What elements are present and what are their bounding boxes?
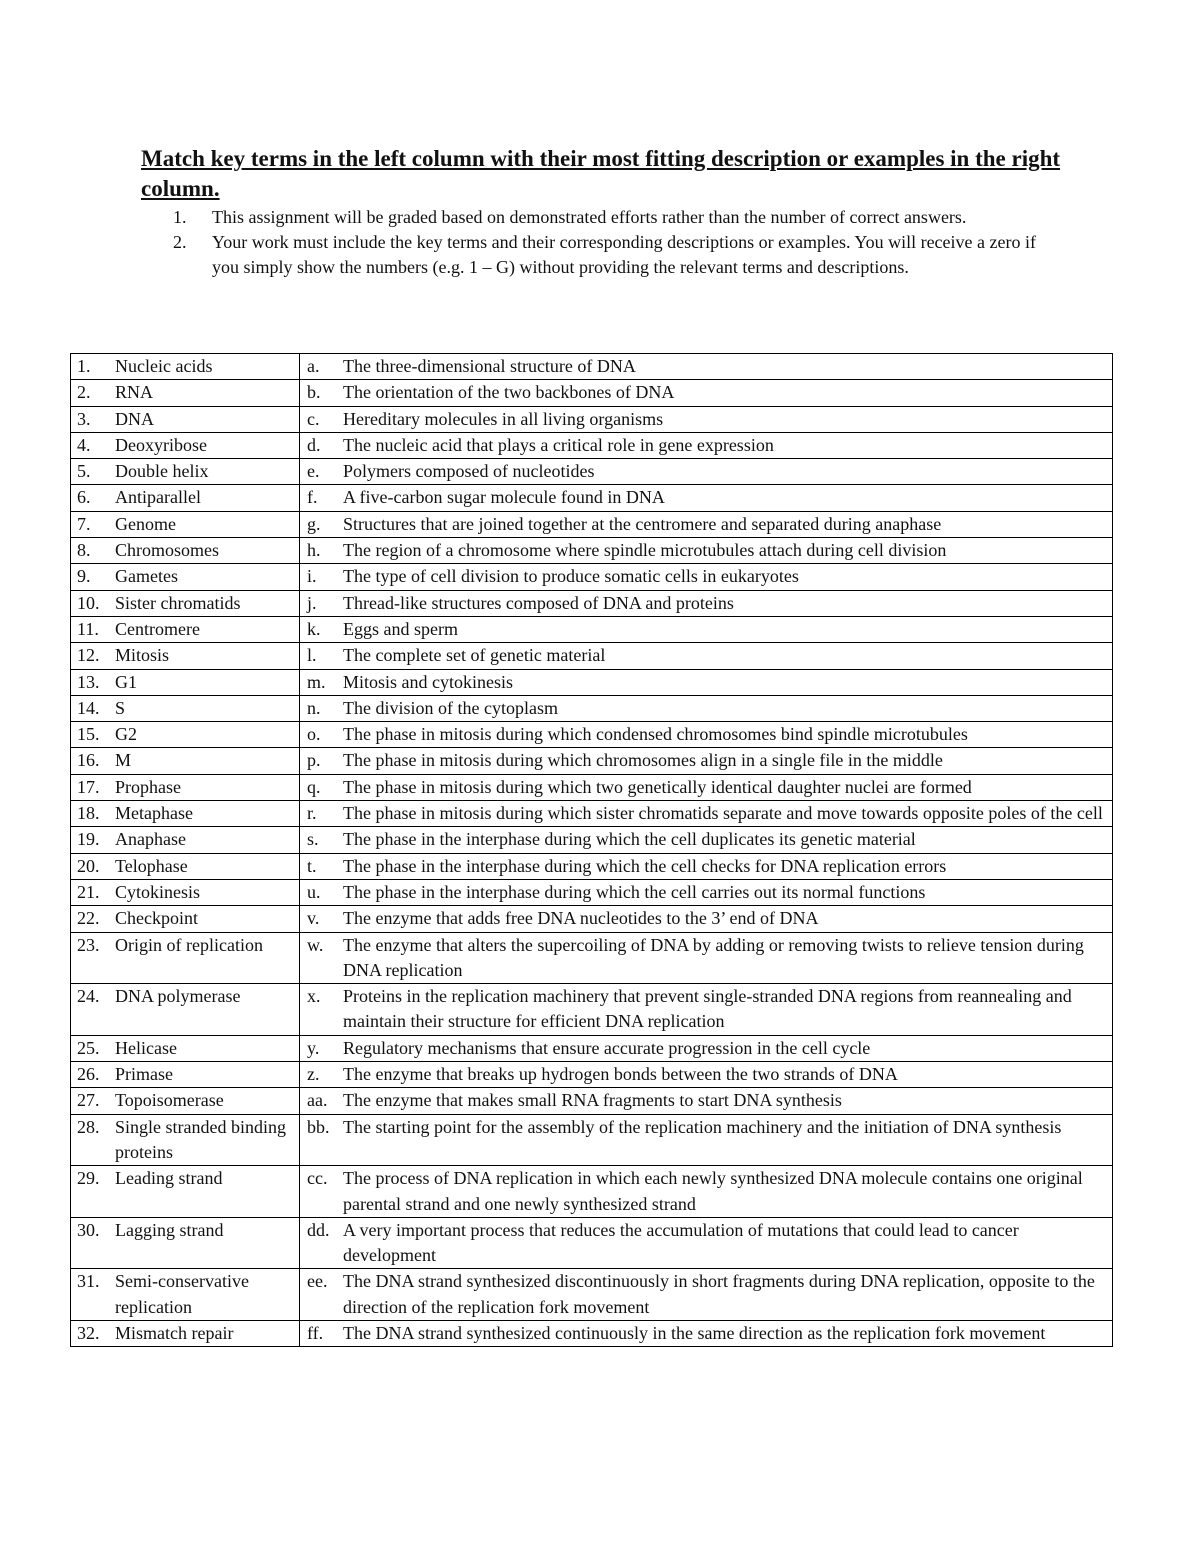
description-text: Mitosis and cytokinesis (343, 671, 513, 692)
term-text: RNA (115, 382, 154, 403)
table-row (71, 669, 1113, 695)
table-row (71, 1088, 1113, 1114)
table-row (71, 538, 1113, 564)
description-cell (300, 459, 1113, 485)
table-row (71, 906, 1113, 932)
description-letter: w. (307, 934, 324, 955)
table-row (71, 485, 1113, 511)
worksheet-heading: Match key terms in the left column with their most fitting description or examples in the right column. (141, 146, 1061, 201)
table-row (71, 879, 1113, 905)
description-text: The phase in the interphase during which the cell duplicates its genetic material (343, 829, 916, 850)
description-cell (300, 564, 1113, 590)
description-text: The process of DNA replication in which each newly synthesized DNA molecule contains one original parental strand and one newly synthesized strand (343, 1168, 1083, 1214)
description-text: A five-carbon sugar molecule found in DNA (343, 487, 665, 508)
description-cell (300, 1166, 1113, 1218)
term-cell (71, 722, 300, 748)
description-cell (300, 853, 1113, 879)
term-number: 12. (77, 645, 100, 666)
term-cell (71, 774, 300, 800)
description-text: The phase in mitosis during which condensed chromosomes bind spindle microtubules (343, 724, 968, 745)
description-text: The complete set of genetic material (343, 645, 606, 666)
description-cell (300, 748, 1113, 774)
term-number: 16. (77, 750, 100, 771)
instruction-text: This assignment will be graded based on demonstrated efforts rather than the number of correct answers. (212, 207, 967, 227)
term-text: Deoxyribose (115, 434, 207, 455)
term-cell (71, 1166, 300, 1218)
description-text: The type of cell division to produce somatic cells in eukaryotes (343, 566, 799, 587)
description-text: The enzyme that adds free DNA nucleotides to the 3’ end of DNA (343, 908, 819, 929)
description-cell (300, 669, 1113, 695)
table-row (71, 616, 1113, 642)
description-letter: bb. (307, 1116, 330, 1137)
term-number: 23. (77, 934, 100, 955)
description-text: The phase in mitosis during which chromosomes align in a single file in the middle (343, 750, 943, 771)
description-letter: l. (307, 645, 317, 666)
description-letter: c. (307, 408, 320, 429)
description-letter: v. (307, 908, 320, 929)
description-text: The enzyme that alters the supercoiling of DNA by adding or removing twists to relieve tension during DNA replication (343, 934, 1084, 980)
description-letter: dd. (307, 1219, 330, 1240)
term-text: Antiparallel (115, 487, 201, 508)
description-cell (300, 643, 1113, 669)
description-letter: k. (307, 618, 321, 639)
term-text: G2 (115, 724, 137, 745)
term-cell (71, 1114, 300, 1166)
description-letter: r. (307, 803, 317, 824)
description-text: The phase in mitosis during which sister chromatids separate and move towards opposite poles of the cell (343, 803, 1103, 824)
table-row (71, 511, 1113, 537)
term-text: Anaphase (115, 829, 186, 850)
term-cell (71, 354, 300, 380)
term-text: DNA (115, 408, 154, 429)
description-text: The nucleic acid that plays a critical role in gene expression (343, 434, 774, 455)
description-text: The three-dimensional structure of DNA (343, 356, 636, 376)
description-cell (300, 432, 1113, 458)
term-text: Single stranded binding proteins (115, 1116, 286, 1162)
term-text: Checkpoint (115, 908, 198, 929)
description-letter: t. (307, 855, 317, 876)
description-cell (300, 406, 1113, 432)
instruction-number: 2. (173, 232, 187, 252)
term-number: 10. (77, 592, 100, 613)
description-text: The phase in the interphase during which the cell checks for DNA replication errors (343, 855, 947, 876)
term-cell (71, 485, 300, 511)
term-text: Helicase (115, 1037, 177, 1058)
table-row (71, 564, 1113, 590)
description-cell (300, 354, 1113, 380)
term-number: 30. (77, 1219, 100, 1240)
table-row (71, 853, 1113, 879)
term-text: Prophase (115, 776, 181, 797)
instructions-list (173, 205, 1053, 280)
description-letter: h. (307, 540, 321, 561)
term-number: 28. (77, 1116, 100, 1137)
description-letter: s. (307, 829, 319, 850)
term-number: 25. (77, 1037, 100, 1058)
table-row (71, 1035, 1113, 1061)
term-text: Topoisomerase (115, 1090, 224, 1111)
term-text: Double helix (115, 461, 209, 482)
description-text: Polymers composed of nucleotides (343, 461, 595, 482)
description-cell (300, 801, 1113, 827)
term-cell (71, 432, 300, 458)
description-cell (300, 616, 1113, 642)
matching-table-body (71, 354, 1113, 1347)
description-cell (300, 932, 1113, 984)
term-number: 13. (77, 671, 100, 692)
term-number: 19. (77, 829, 100, 850)
description-letter: u. (307, 881, 321, 902)
table-row (71, 774, 1113, 800)
term-cell (71, 538, 300, 564)
term-text: Nucleic acids (115, 356, 213, 376)
term-cell (71, 406, 300, 432)
description-cell (300, 906, 1113, 932)
term-text: Origin of replication (115, 934, 263, 955)
description-cell (300, 1320, 1113, 1346)
term-number: 18. (77, 803, 100, 824)
term-number: 2. (77, 382, 91, 403)
table-row (71, 459, 1113, 485)
table-row (71, 590, 1113, 616)
term-text: Sister chromatids (115, 592, 241, 613)
term-text: Lagging strand (115, 1219, 224, 1240)
term-text: Genome (115, 513, 176, 534)
term-text: Metaphase (115, 803, 193, 824)
description-letter: g. (307, 513, 321, 534)
instruction-text: Your work must include the key terms and their corresponding descriptions or examples. You will receive a zero if you simply show the numbers (e.g. 1 – G) without providing the relevant terms and descriptions. (212, 232, 1036, 277)
term-cell (71, 853, 300, 879)
description-letter: z. (307, 1064, 320, 1085)
term-number: 9. (77, 566, 91, 587)
description-cell (300, 511, 1113, 537)
term-cell (71, 695, 300, 721)
description-text: A very important process that reduces the accumulation of mutations that could lead to cancer development (343, 1219, 1019, 1266)
instruction-item (173, 205, 1053, 230)
term-text: Chromosomes (115, 540, 220, 561)
term-cell (71, 1269, 300, 1321)
term-cell (71, 459, 300, 485)
table-row (71, 722, 1113, 748)
term-cell (71, 1035, 300, 1061)
description-cell (300, 1114, 1113, 1166)
term-number: 4. (77, 434, 91, 455)
description-letter: q. (307, 776, 321, 797)
description-letter: aa. (307, 1090, 328, 1111)
description-letter: y. (307, 1037, 320, 1058)
description-cell (300, 984, 1113, 1036)
term-number: 22. (77, 908, 100, 929)
term-cell (71, 669, 300, 695)
table-row (71, 748, 1113, 774)
description-cell (300, 1062, 1113, 1088)
description-letter: cc. (307, 1168, 328, 1189)
description-cell (300, 380, 1113, 406)
description-letter: x. (307, 986, 321, 1007)
description-text: The division of the cytoplasm (343, 697, 558, 718)
description-letter: i. (307, 566, 317, 587)
table-row (71, 1062, 1113, 1088)
description-text: Eggs and sperm (343, 618, 458, 639)
term-cell (71, 984, 300, 1036)
description-cell (300, 485, 1113, 511)
table-row (71, 1114, 1113, 1166)
description-text: Hereditary molecules in all living organisms (343, 408, 664, 429)
term-number: 7. (77, 513, 91, 534)
table-row (71, 1320, 1113, 1346)
description-text: Thread-like structures composed of DNA and proteins (343, 592, 734, 613)
description-letter: m. (307, 671, 326, 692)
term-text: Semi-conservative replication (115, 1271, 249, 1317)
description-cell (300, 827, 1113, 853)
term-number: 17. (77, 776, 100, 797)
matching-table (70, 353, 1113, 1347)
description-text: The enzyme that breaks up hydrogen bonds between the two strands of DNA (343, 1064, 898, 1085)
term-number: 14. (77, 697, 100, 718)
description-letter: d. (307, 434, 321, 455)
instruction-item (173, 230, 1053, 280)
description-cell (300, 1035, 1113, 1061)
term-number: 31. (77, 1271, 100, 1292)
instruction-number: 1. (173, 207, 187, 227)
term-number: 6. (77, 487, 91, 508)
table-row (71, 354, 1113, 380)
term-text: DNA polymerase (115, 986, 241, 1007)
table-row (71, 695, 1113, 721)
term-cell (71, 1062, 300, 1088)
term-cell (71, 564, 300, 590)
term-text: G1 (115, 671, 137, 692)
description-letter: n. (307, 697, 321, 718)
description-cell (300, 722, 1113, 748)
description-letter: ff. (307, 1322, 324, 1343)
term-cell (71, 906, 300, 932)
term-number: 21. (77, 881, 100, 902)
description-text: Regulatory mechanisms that ensure accurate progression in the cell cycle (343, 1037, 871, 1058)
description-text: Structures that are joined together at the centromere and separated during anaphase (343, 513, 942, 534)
term-number: 20. (77, 855, 100, 876)
term-cell (71, 590, 300, 616)
description-text: The phase in mitosis during which two genetically identical daughter nuclei are formed (343, 776, 972, 797)
description-letter: p. (307, 750, 321, 771)
term-text: Centromere (115, 618, 200, 639)
term-number: 29. (77, 1168, 100, 1189)
table-row (71, 643, 1113, 669)
description-letter: o. (307, 724, 321, 745)
term-text: Mitosis (115, 645, 170, 666)
term-cell (71, 511, 300, 537)
description-letter: a. (307, 356, 320, 376)
description-cell (300, 695, 1113, 721)
table-row (71, 1217, 1113, 1269)
description-text: The DNA strand synthesized discontinuously in short fragments during DNA replication, opposite to the direction of the replication fork movement (343, 1271, 1095, 1317)
term-cell (71, 879, 300, 905)
description-text: The DNA strand synthesized continuously in the same direction as the replication fork movement (343, 1322, 1046, 1343)
term-cell (71, 827, 300, 853)
term-cell (71, 1088, 300, 1114)
description-text: The starting point for the assembly of the replication machinery and the initiation of DNA synthesis (343, 1116, 1062, 1137)
term-number: 8. (77, 540, 91, 561)
description-cell (300, 879, 1113, 905)
description-text: The phase in the interphase during which the cell carries out its normal functions (343, 881, 926, 902)
table-row (71, 380, 1113, 406)
table-row (71, 932, 1113, 984)
term-number: 1. (77, 356, 91, 376)
term-text: Leading strand (115, 1168, 223, 1189)
term-cell (71, 1217, 300, 1269)
term-number: 3. (77, 408, 91, 429)
term-number: 11. (77, 618, 99, 639)
description-text: The enzyme that makes small RNA fragments to start DNA synthesis (343, 1090, 842, 1111)
table-row (71, 827, 1113, 853)
term-cell (71, 748, 300, 774)
description-cell (300, 590, 1113, 616)
description-letter: b. (307, 382, 321, 403)
term-number: 27. (77, 1090, 100, 1111)
description-letter: e. (307, 461, 320, 482)
term-cell (71, 801, 300, 827)
table-row (71, 1166, 1113, 1218)
description-cell (300, 1269, 1113, 1321)
description-letter: ee. (307, 1271, 328, 1292)
term-text: M (115, 750, 132, 771)
description-cell (300, 774, 1113, 800)
description-cell (300, 538, 1113, 564)
term-text: Primase (115, 1064, 173, 1085)
description-text: The orientation of the two backbones of DNA (343, 382, 675, 403)
term-cell (71, 616, 300, 642)
term-cell (71, 1320, 300, 1346)
term-text: Cytokinesis (115, 881, 201, 902)
description-cell (300, 1088, 1113, 1114)
table-row (71, 1269, 1113, 1321)
term-number: 5. (77, 461, 91, 482)
term-cell (71, 643, 300, 669)
term-text: Gametes (115, 566, 178, 587)
description-letter: j. (307, 592, 317, 613)
table-row (71, 984, 1113, 1036)
table-row (71, 406, 1113, 432)
term-cell (71, 932, 300, 984)
term-text: Mismatch repair (115, 1322, 234, 1343)
description-text: The region of a chromosome where spindle microtubules attach during cell division (343, 540, 947, 561)
term-number: 15. (77, 724, 100, 745)
description-cell (300, 1217, 1113, 1269)
table-row (71, 801, 1113, 827)
term-text: Telophase (115, 855, 188, 876)
description-text: Proteins in the replication machinery that prevent single-stranded DNA regions from reannealing and maintain their structure for efficient DNA replication (343, 986, 1072, 1032)
term-cell (71, 380, 300, 406)
term-number: 24. (77, 986, 100, 1007)
term-number: 26. (77, 1064, 100, 1085)
description-letter: f. (307, 487, 318, 508)
term-number: 32. (77, 1322, 100, 1343)
term-text: S (115, 697, 126, 718)
table-row (71, 432, 1113, 458)
